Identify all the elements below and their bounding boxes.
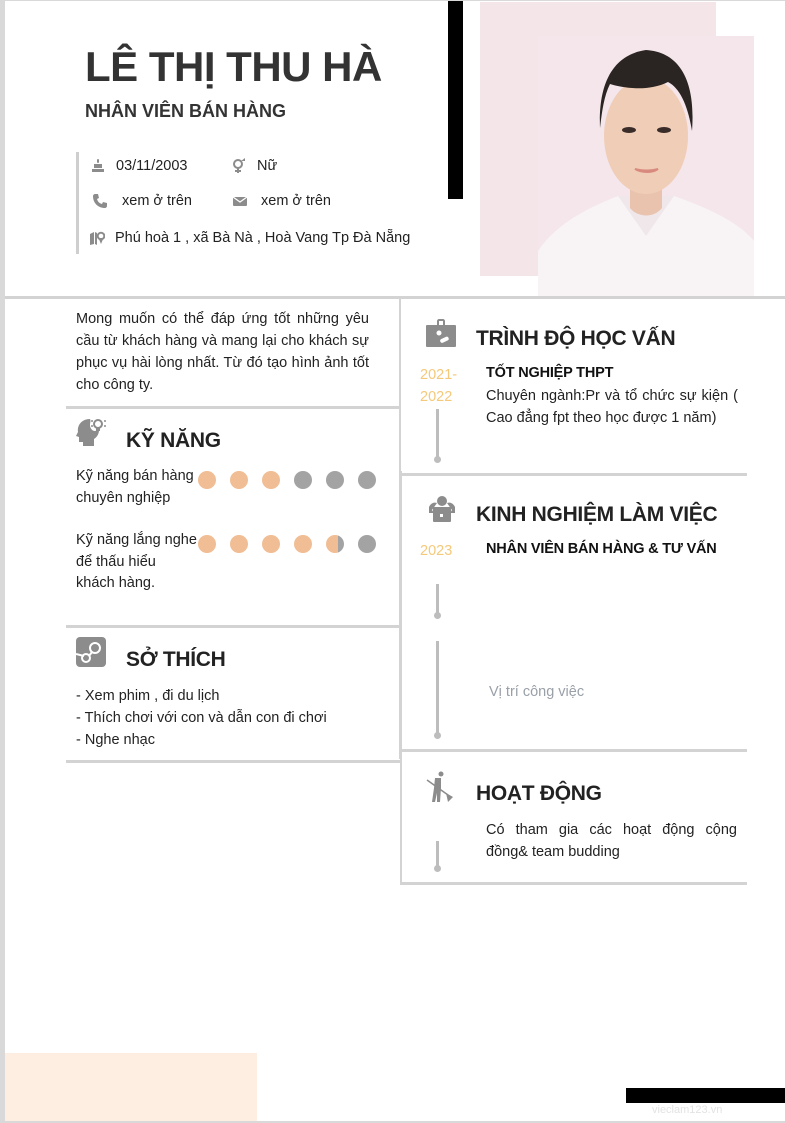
- portrait-image: [538, 36, 754, 296]
- timeline-dot: [434, 865, 441, 872]
- header-divider: [5, 296, 785, 299]
- address-field: [89, 230, 410, 246]
- education-item-title: TỐT NGHIỆP THPT: [486, 365, 614, 381]
- rating-dot-empty: [294, 471, 312, 489]
- email-value: xem ở trên: [261, 193, 331, 209]
- cake-icon: [90, 158, 106, 174]
- hobby-item: - Thích chơi với con và dẫn con đi chơi: [76, 710, 327, 726]
- divider-education-experience: [401, 473, 747, 476]
- experience-title: KINH NGHIỆM LÀM VIỆC: [476, 503, 718, 526]
- activities-title: HOẠT ĐỘNG: [476, 782, 602, 805]
- birthday-field: [90, 158, 188, 174]
- gender-field: [231, 158, 277, 174]
- education-year-start: 2021-: [420, 367, 458, 383]
- watermark: vieclam123.vn: [652, 1104, 723, 1116]
- hobbies-title: SỞ THÍCH: [126, 648, 226, 671]
- person-laptop-icon: [426, 495, 458, 523]
- decorative-peach-block: [5, 1053, 257, 1121]
- birthday-value: 03/11/2003: [116, 158, 188, 174]
- map-icon: [89, 230, 105, 246]
- skill-label: Kỹ năng bán hàng chuyên nghiệp: [76, 468, 194, 506]
- timeline-dot: [434, 732, 441, 739]
- profile-photo: [538, 36, 754, 296]
- timeline-dot: [434, 612, 441, 619]
- head-lightbulb-icon: [76, 417, 108, 447]
- rating-dot-filled: [262, 535, 280, 553]
- rating-dot-empty: [326, 471, 344, 489]
- divider-skills-hobbies: [66, 625, 400, 628]
- gender-value: Nữ: [257, 158, 278, 174]
- steam-icon: [76, 637, 106, 667]
- info-accent-bar: [76, 152, 79, 254]
- gender-icon: [231, 158, 247, 174]
- candidate-name: LÊ THỊ THU HÀ: [85, 43, 382, 90]
- rating-dot-empty: [358, 471, 376, 489]
- skill-rating: [198, 471, 376, 489]
- decorative-black-bar: [448, 1, 463, 199]
- timeline-line: [436, 409, 439, 457]
- skill-label: Kỹ năng lắng nghe để thấu hiểu khách hàng.: [76, 532, 197, 591]
- objective-text: Mong muốn có thể đáp ứng tốt những yêu cầu từ khách hàng và mang lại cho khách sự phục vụ hài lòng nhất. Từ đó tạo hình ảnh tốt cho công ty.: [76, 311, 369, 393]
- experience-year: 2023: [420, 543, 453, 559]
- envelope-icon: [232, 193, 248, 209]
- job-title: NHÂN VIÊN BÁN HÀNG: [85, 101, 287, 121]
- timeline-line: [436, 641, 439, 735]
- divider-objective-skills: [66, 406, 400, 409]
- rating-dot-filled: [198, 471, 216, 489]
- education-item-description: Chuyên ngành:Pr và tổ chức sự kiện ( Cao đẳng fpt theo học được 1 năm): [486, 388, 738, 426]
- decorative-footer-bar: [626, 1088, 785, 1103]
- experience-item-title: NHÂN VIÊN BÁN HÀNG & TƯ VẤN: [486, 541, 717, 557]
- right-column-border: [400, 471, 402, 885]
- timeline-line: [436, 841, 439, 867]
- position-placeholder[interactable]: Vị trí công việc: [489, 684, 585, 700]
- divider-experience-activities: [401, 749, 747, 752]
- briefcase-icon: [426, 319, 456, 347]
- phone-field: [92, 193, 192, 209]
- education-title: TRÌNH ĐỘ HỌC VẤN: [476, 327, 676, 350]
- worker-shovel-icon: [426, 771, 454, 803]
- rating-dot-filled: [198, 535, 216, 553]
- cv-page: [5, 1, 785, 1121]
- rating-dot-partial: [326, 535, 344, 553]
- email-field: [232, 193, 331, 209]
- address-value: Phú hoà 1 , xã Bà Nà , Hoà Vang Tp Đà Nẵng: [115, 230, 411, 246]
- timeline-line: [436, 584, 439, 614]
- rating-dot-filled: [230, 471, 248, 489]
- rating-dot-empty: [358, 535, 376, 553]
- rating-dot-filled: [262, 471, 280, 489]
- divider-hobbies-end: [66, 760, 401, 763]
- hobby-item: - Xem phim , đi du lịch: [76, 688, 220, 704]
- divider-activities-end: [401, 882, 747, 885]
- activities-description: Có tham gia các hoạt động cộng đồng& team budding: [486, 822, 737, 860]
- hobbies-list: [76, 685, 327, 751]
- timeline-dot: [434, 456, 441, 463]
- skills-title: KỸ NĂNG: [126, 429, 221, 452]
- skill-rating: [198, 535, 376, 553]
- education-year-end: 2022: [420, 389, 453, 405]
- hobby-item: - Nghe nhạc: [76, 732, 155, 748]
- phone-icon: [92, 193, 108, 209]
- rating-dot-filled: [294, 535, 312, 553]
- phone-value: xem ở trên: [122, 193, 192, 209]
- rating-dot-filled: [230, 535, 248, 553]
